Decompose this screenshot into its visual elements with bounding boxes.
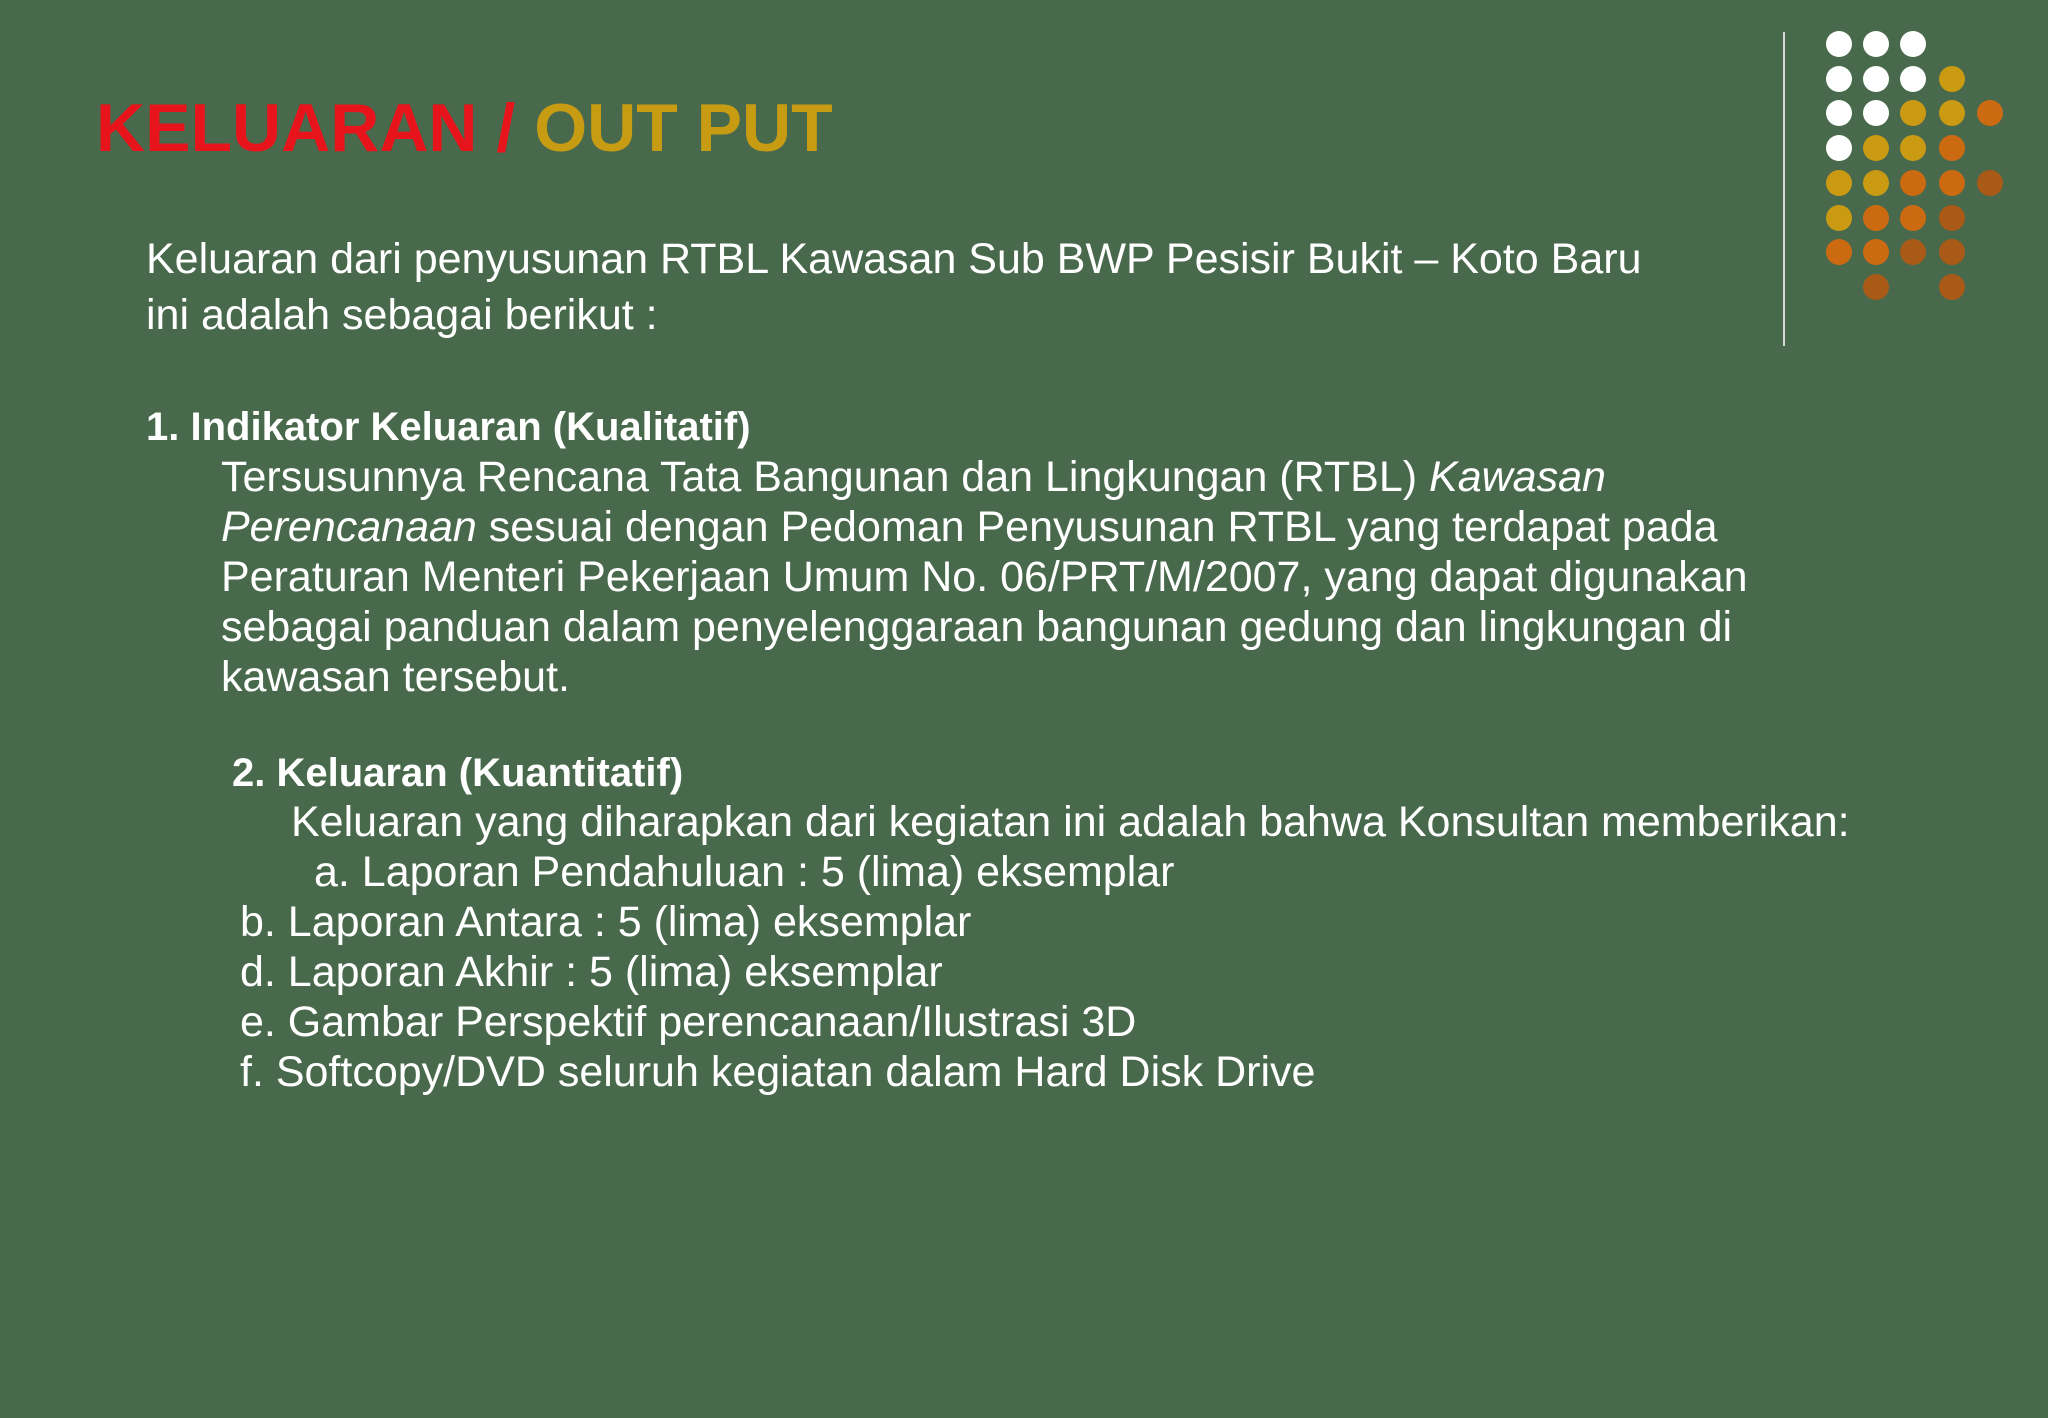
decorative-dot (1863, 239, 1889, 265)
decorative-dot (1900, 239, 1926, 265)
decorative-dot (1826, 135, 1852, 161)
decorative-dot (1826, 170, 1852, 196)
decorative-dot (1863, 31, 1889, 57)
decorative-dot (1826, 66, 1852, 92)
decorative-dot (1939, 239, 1965, 265)
item2-subitem-a: a. Laporan Pendahuluan : 5 (lima) eksemplar (314, 848, 1175, 896)
item1-line-3: Peraturan Menteri Pekerjaan Umum No. 06/PRT/M/2007, yang dapat digunakan (221, 553, 1748, 601)
decorative-dot (1900, 100, 1926, 126)
decorative-dot (1939, 170, 1965, 196)
decorative-dot (1900, 66, 1926, 92)
item1-line-5: kawasan tersebut. (221, 653, 570, 701)
decorative-dot (1826, 31, 1852, 57)
item2-subitem-d: d. Laporan Akhir : 5 (lima) eksemplar (240, 948, 943, 996)
decorative-dot (1939, 66, 1965, 92)
item2-intro: Keluaran yang diharapkan dari kegiatan ini adalah bahwa Konsultan memberikan: (291, 798, 1850, 846)
slide-title (96, 88, 833, 168)
decorative-dot (1939, 205, 1965, 231)
decorative-dot (1900, 170, 1926, 196)
decorative-dot (1939, 135, 1965, 161)
decorative-vertical-line (1783, 32, 1785, 346)
title-part-output: OUT PUT (534, 90, 833, 166)
item2-subitem-e: e. Gambar Perspektif perencanaan/Ilustrasi 3D (240, 998, 1137, 1046)
decorative-dot (1826, 100, 1852, 126)
decorative-dot (1863, 274, 1889, 300)
decorative-dot (1826, 239, 1852, 265)
title-part-keluaran: KELUARAN / (96, 90, 535, 166)
decorative-dot (1900, 135, 1926, 161)
decorative-dot (1977, 100, 2003, 126)
item1-line-2 (221, 502, 1718, 552)
decorative-dot (1863, 205, 1889, 231)
item2-subitem-b: b. Laporan Antara : 5 (lima) eksemplar (240, 898, 972, 946)
decorative-dot (1863, 66, 1889, 92)
item1-line-2-text: sesuai dengan Pedoman Penyusunan RTBL yang terdapat pada (476, 503, 1718, 551)
item2-heading: 2. Keluaran (Kuantitatif) (232, 751, 684, 795)
item1-line-2-italic: Perencanaan (221, 503, 477, 551)
decorative-dot (1977, 170, 2003, 196)
decorative-dot (1900, 31, 1926, 57)
decorative-dot (1863, 100, 1889, 126)
intro-line-2: ini adalah sebagai berikut : (146, 291, 658, 339)
decorative-dot (1863, 135, 1889, 161)
decorative-dot (1939, 100, 1965, 126)
decorative-dot (1826, 205, 1852, 231)
intro-line-1: Keluaran dari penyusunan RTBL Kawasan Sub BWP Pesisir Bukit – Koto Baru (146, 235, 1642, 283)
item1-heading: 1. Indikator Keluaran (Kualitatif) (146, 405, 751, 449)
item1-line-1 (221, 452, 1606, 502)
decorative-dot (1939, 274, 1965, 300)
item1-line-1-italic: Kawasan (1429, 453, 1606, 501)
item1-line-1-text: Tersusunnya Rencana Tata Bangunan dan Lingkungan (RTBL) (221, 453, 1430, 501)
decorative-dot (1863, 170, 1889, 196)
item1-line-4: sebagai panduan dalam penyelenggaraan bangunan gedung dan lingkungan di (221, 603, 1733, 651)
item2-subitem-f: f. Softcopy/DVD seluruh kegiatan dalam Hard Disk Drive (240, 1048, 1316, 1096)
decorative-dot (1900, 205, 1926, 231)
